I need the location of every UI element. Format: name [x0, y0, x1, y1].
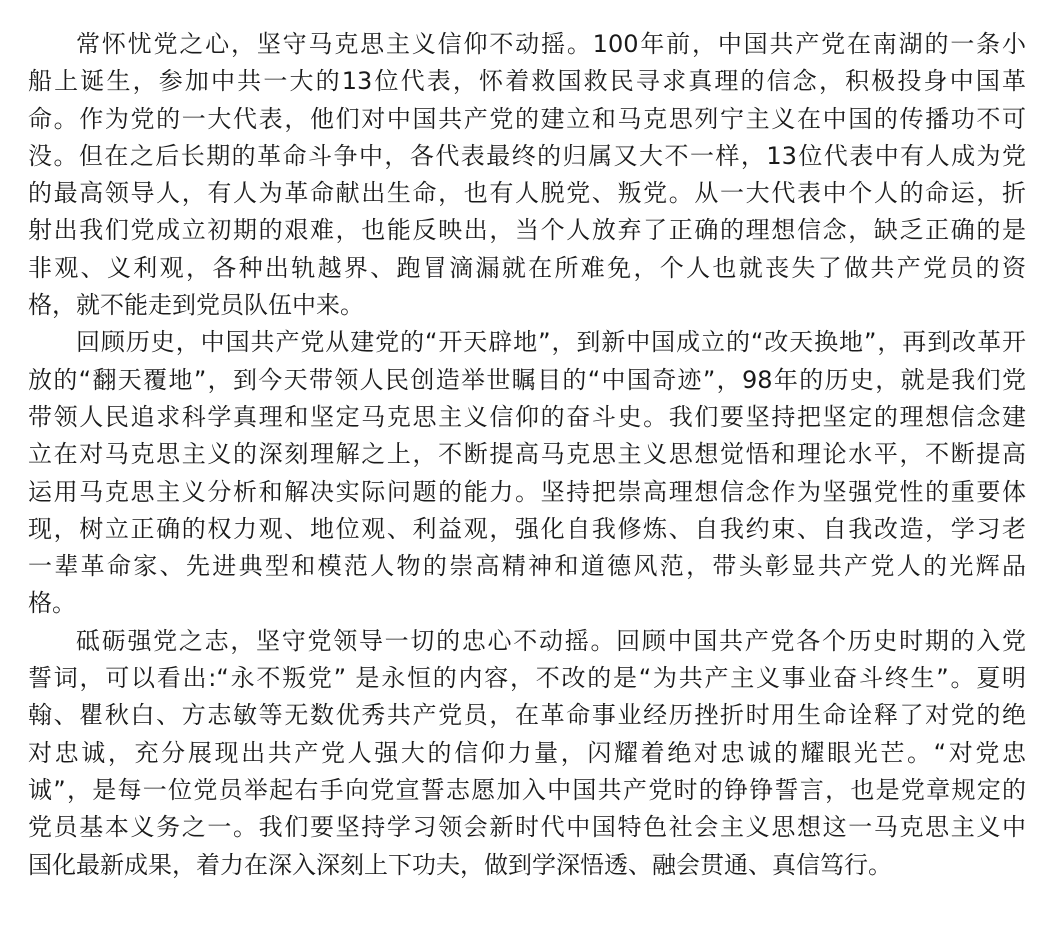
- text-line: 射出我们党成立初期的艰难，也能反映出，当个人放弃了正确的理想信念，缺乏正确的是: [28, 216, 1026, 245]
- text-line: 国化最新成果，着力在深入深刻上下功夫，做到学深悟透、融会贯通、真信笃行。: [28, 850, 892, 879]
- text-line: 誓词，可以看出:“永不叛党” 是永恒的内容，不改的是“为共产主义事业奋斗终生”。夏明: [28, 664, 1026, 693]
- text-line: 命。作为党的一大代表，他们对中国共产党的建立和马克思列宁主义在中国的传播功不可: [28, 104, 1026, 133]
- text-line: 船上诞生，参加中共一大的13位代表，怀着救国救民寻求真理的信念，积极投身中国革: [28, 67, 1026, 96]
- text-line: 格，就不能走到党员队伍中来。: [28, 291, 364, 320]
- text-line: 放的“翻天覆地”，到今天带领人民创造举世瞩目的“中国奇迹”，98年的历史，就是我们党: [28, 365, 1026, 394]
- paragraph-3: [28, 623, 1026, 884]
- text-line: 现，树立正确的权力观、地位观、利益观，强化自我修炼、自我约束、自我改造，学习老: [28, 514, 1026, 543]
- text-line: 回顾历史，中国共产党从建党的“开天辟地”，到新中国成立的“改天换地”，再到改革开: [76, 328, 1026, 357]
- text-line: 格。: [28, 589, 76, 618]
- document-body: [28, 26, 1026, 884]
- text-line: 常怀忧党之心，坚守马克思主义信仰不动摇。100年前，中国共产党在南湖的一条小: [76, 30, 1026, 58]
- text-line: 带领人民追求科学真理和坚定马克思主义信仰的奋斗史。我们要坚持把坚定的理想信念建: [28, 402, 1026, 431]
- text-line: 诚”，是每一位党员举起右手向党宣誓志愿加入中国共产党时的铮铮誓言，也是党章规定的: [28, 775, 1026, 804]
- text-line: 运用马克思主义分析和解决实际问题的能力。坚持把崇高理想信念作为坚强党性的重要体: [28, 477, 1026, 506]
- text-line: 砥砺强党之志，坚守党领导一切的忠心不动摇。回顾中国共产党各个历史时期的入党: [76, 626, 1026, 655]
- text-line: 一辈革命家、先进典型和模范人物的崇高精神和道德风范，带头彰显共产党人的光辉品: [28, 552, 1026, 581]
- text-line: 对忠诚，充分展现出共产党人强大的信仰力量，闪耀着绝对忠诚的耀眼光芒。“对党忠: [28, 738, 1026, 767]
- text-line: 立在对马克思主义的深刻理解之上，不断提高马克思主义思想觉悟和理论水平，不断提高: [28, 440, 1026, 469]
- text-line: 没。但在之后长期的革命斗争中，各代表最终的归属又大不一样，13位代表中有人成为党: [28, 141, 1026, 170]
- paragraph-1: [28, 26, 1026, 324]
- paragraph-2: [28, 324, 1026, 622]
- text-line: 翰、瞿秋白、方志敏等无数优秀共产党员，在革命事业经历挫折时用生命诠释了对党的绝: [28, 701, 1026, 730]
- text-line: 的最高领导人，有人为革命献出生命，也有人脱党、叛党。从一大代表中个人的命运，折: [28, 179, 1026, 208]
- text-line: 非观、义利观，各种出轨越界、跑冒滴漏就在所难免，个人也就丧失了做共产党员的资: [28, 253, 1026, 282]
- text-line: 党员基本义务之一。我们要坚持学习领会新时代中国特色社会主义思想这一马克思主义中: [28, 813, 1026, 842]
